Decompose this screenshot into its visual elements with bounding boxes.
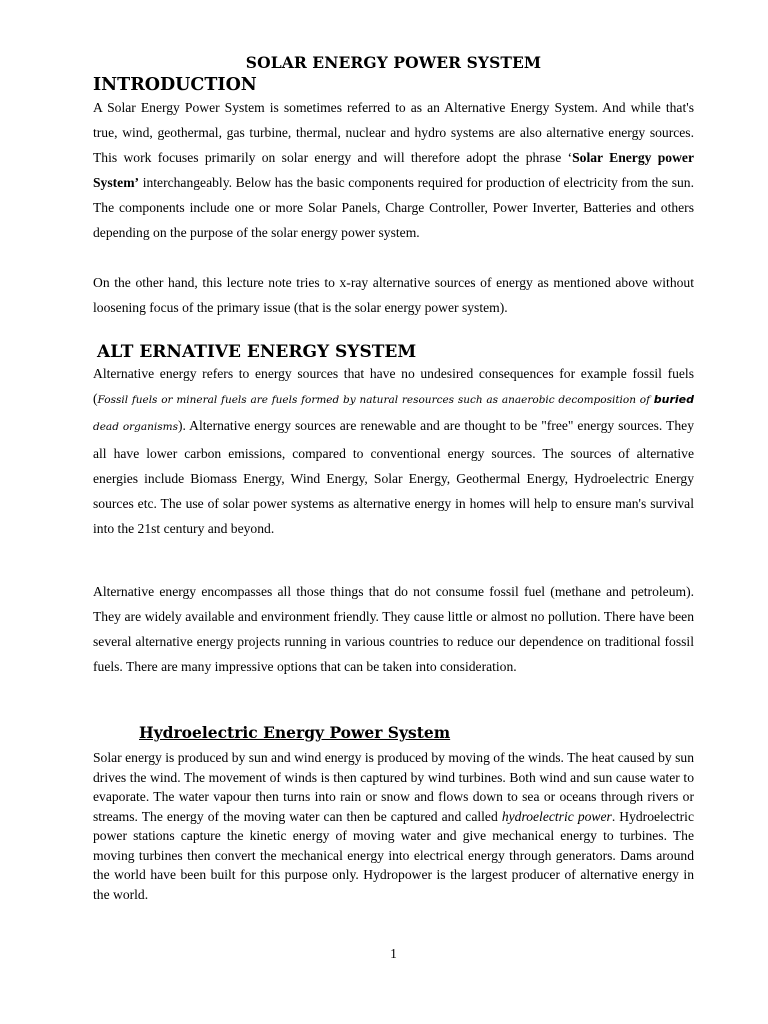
note-text-a: Fossil fuels or mineral fuels are fuels formed by natural resources such as anaerobic decomposition of [97, 394, 654, 407]
alt-text-a: Alternative energy refers to energy sources that have no undesired consequences for example fossil fuels ( [93, 366, 694, 407]
introduction-heading: INTRODUCTION [93, 75, 257, 95]
intro-bold-phrase: Solar Energy power System’ [93, 150, 694, 190]
hydro-text-b: . Hydroelectric power stations capture the kinetic energy of moving water and give mechanical energy to turbines. The moving turbines then convert the mechanical energy into electrical energy through generators. Dams around the world have been built for this purpose only. Hydropower is the largest producer of alternative energy in the world. [93, 808, 694, 902]
note-text-b: dead organisms [93, 421, 179, 434]
introduction-paragraph-1 [93, 95, 694, 245]
alternative-energy-paragraph-1 [93, 361, 694, 541]
hydroelectric-paragraph [93, 748, 694, 904]
hydro-text-a: Solar energy is produced by sun and wind energy is produced by moving of the winds. The heat caused by sun drives the wind. The movement of winds is then captured by wind turbines. Both wind and sun cause water to evaporate. The water vapour then turns into rain or snow and flows down to sea or oceans through rivers or streams. The energy of the moving water can then be captured and called [93, 750, 694, 824]
hydroelectric-heading: Hydroelectric Energy Power System [139, 723, 451, 742]
intro-text-a: A Solar Energy Power System is sometimes referred to as an Alternative Energy System. And while that's true, wind, geothermal, gas turbine, thermal, nuclear and hydro systems are also alternative energy sources. This work focuses primarily on solar energy and will therefore adopt the phrase ‘ [93, 100, 694, 165]
note-bold-word: buried [653, 393, 694, 407]
document-title: SOLAR ENERGY POWER SYSTEM [245, 53, 542, 72]
alternative-energy-heading: ALT ERNATIVE ENERGY SYSTEM [97, 342, 417, 362]
intro-text-b: interchangeably. Below has the basic components required for production of electricity from the sun. The components include one or more Solar Panels, Charge Controller, Power Inverter, Batteries and others depending on the purpose of the solar energy power system. [93, 175, 694, 240]
hydro-italic-term: hydroelectric power [501, 808, 612, 824]
alternative-energy-paragraph-2: Alternative energy encompasses all those things that do not consume fossil fuel (methane and petroleum). They are widely available and environment friendly. They cause little or almost no pollution. There have been several alternative energy projects running in various countries to reduce our dependence on traditional fossil fuels. There are many impressive options that can be taken into consideration. [93, 584, 694, 674]
alt-text-b: ). Alternative energy sources are renewable and are thought to be "free" energy sources. They all have lower carbon emissions, compared to conventional energy sources. The sources of alternative energies include Biomass Energy, Wind Energy, Solar Energy, Geothermal Energy, Hydroelectric Energy sources etc. The use of solar power systems as alternative energy in homes will help to ensure man's survival into the 21st century and beyond. [93, 418, 694, 537]
page-number: 1 [390, 946, 397, 961]
introduction-paragraph-2: On the other hand, this lecture note tries to x-ray alternative sources of energy as mentioned above without loosening focus of the primary issue (that is the solar energy power system). [93, 275, 694, 315]
